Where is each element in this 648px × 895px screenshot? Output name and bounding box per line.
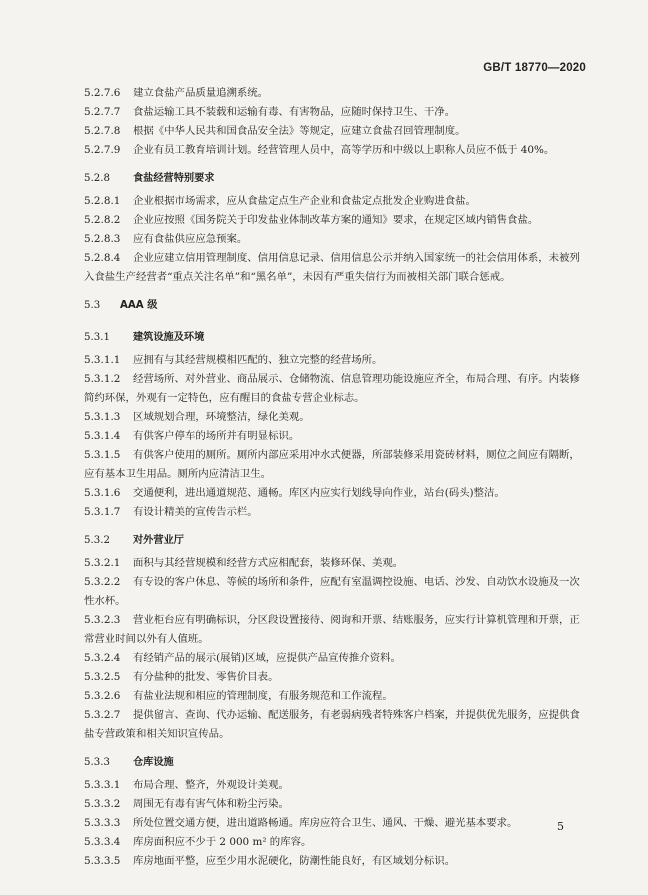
clause-5-2-8-1	[84, 192, 584, 211]
clause-text: 有供客户使用的厕所。厕所内部应采用冲水式便器，所部装修采用瓷砖材料，厕位之间应有隔断，应有基本卫生用品。厕所内应清洁卫生。	[84, 449, 580, 480]
clause-text: 食盐经营特别要求	[133, 173, 215, 184]
clause-number: 5.3.3.5	[84, 855, 121, 867]
clause-5-3-2-3	[84, 611, 584, 649]
clause-5-3-3-5	[84, 852, 584, 871]
section-heading-5-3	[84, 296, 584, 315]
document-body	[84, 84, 584, 871]
clause-5-3-2-2	[84, 573, 584, 611]
clause-text: 建筑设施及环境	[133, 332, 205, 343]
clause-text: 有供客户停车的场所并有明显标识。	[133, 430, 300, 442]
clause-number: 5.2.7.9	[84, 144, 121, 156]
clause-text: 布局合理、整齐，外观设计美观。	[133, 779, 289, 791]
standard-code: GB/T 18770—2020	[483, 62, 586, 74]
clause-5-3-1-3	[84, 408, 584, 427]
clause-number: 5.3.2.1	[84, 557, 121, 569]
clause-5-2-8-2	[84, 211, 584, 230]
clause-5-2-8-4	[84, 249, 584, 287]
clause-5-3-2-6	[84, 687, 584, 706]
clause-number: 5.3.2.7	[84, 709, 121, 721]
clause-number: 5.3.3	[84, 757, 110, 768]
clause-text: 周围无有毒有害气体和粉尘污染。	[133, 798, 289, 810]
clause-5-3-1-4	[84, 427, 584, 446]
clause-text: 企业应按照《国务院关于印发盐业体制改革方案的通知》要求，在规定区域内销售食盐。	[133, 214, 539, 226]
clause-text: 企业有员工教育培训计划。经营管理人员中，高等学历和中级以上职称人员应不低于 40%。	[133, 144, 555, 156]
clause-5-2-7-6	[84, 84, 584, 103]
clause-5-3-1-2	[84, 370, 584, 408]
clause-text: 经营场所、对外营业、商品展示、仓储物流、信息管理功能设施应齐全，布局合理、有序。内装修简约环保，外观有一定特色，应有醒目的食盐专营企业标志。	[84, 373, 580, 404]
clause-number: 5.3.3.2	[84, 798, 121, 810]
clause-number: 5.2.8.1	[84, 195, 121, 207]
clause-text: 应拥有与其经营规模相匹配的、独立完整的经营场所。	[133, 354, 383, 366]
clause-text: 企业应建立信用管理制度、信用信息记录、信用信息公示并纳入国家统一的社会信用体系，未被列入食盐生产经营者“重点关注名单”和“黑名单”，未因有严重失信行为而被相关部门联合惩戒。	[84, 252, 580, 283]
clause-5-3-1-1	[84, 351, 584, 370]
clause-number: 5.3.1.4	[84, 430, 121, 442]
clause-number: 5.2.8.2	[84, 214, 121, 226]
clause-number: 5.3.1.5	[84, 449, 121, 461]
clause-text: AAA 级	[120, 300, 158, 311]
clause-text: 有分盐种的批发、零售价目表。	[133, 671, 279, 683]
clause-5-2-7-8	[84, 122, 584, 141]
clause-number: 5.3.3.1	[84, 779, 121, 791]
clause-number: 5.2.8.4	[84, 252, 121, 264]
clause-number: 5.3.2.4	[84, 652, 121, 664]
clause-5-2-7-7	[84, 103, 584, 122]
clause-number: 5.3.2.6	[84, 690, 121, 702]
section-heading-5-3-1	[84, 328, 584, 347]
clause-5-3-2-7	[84, 706, 584, 744]
clause-5-2-8-3	[84, 230, 584, 249]
clause-number: 5.3	[84, 300, 101, 311]
clause-5-3-2-5	[84, 668, 584, 687]
clause-number: 5.2.8	[84, 173, 110, 184]
clause-number: 5.3.1.6	[84, 487, 121, 499]
clause-text: 根据《中华人民共和国食品安全法》等规定，应建立食盐召回管理制度。	[133, 125, 466, 137]
clause-text: 区域规划合理，环境整洁，绿化美观。	[133, 411, 310, 423]
clause-number: 5.3.2.5	[84, 671, 121, 683]
clause-number: 5.3.3.3	[84, 817, 121, 829]
clause-5-3-2-4	[84, 649, 584, 668]
clause-text: 营业柜台应有明确标识，分区段设置接待、阅询和开票、结账服务，应实行计算机管理和开票，正常营业时间以外有人值班。	[84, 614, 580, 645]
clause-number: 5.3.1.2	[84, 373, 121, 385]
clause-text: 交通便利，进出通道规范、通畅。库区内应实行划线导向作业，站台(码头)整洁。	[133, 487, 505, 499]
section-heading-5-3-3	[84, 753, 584, 772]
clause-5-3-3-4	[84, 833, 584, 852]
clause-number: 5.3.3.4	[84, 836, 121, 848]
clause-text: 有经销产品的展示(展销)区域，应提供产品宣传推介资料。	[133, 652, 401, 664]
clause-number: 5.3.2.3	[84, 614, 121, 626]
clause-text: 应有食盐供应应急预案。	[133, 233, 248, 245]
clause-number: 5.3.2.2	[84, 576, 121, 588]
clause-5-3-1-7	[84, 503, 584, 522]
clause-text: 提供留言、查询、代办运输、配送服务，有老弱病残者特殊客户档案，并提供优先服务，应提供食盐专营政策和相关知识宣传品。	[84, 709, 580, 740]
clause-text: 食盐运输工具不装载和运输有毒、有害物品，应随时保持卫生、干净。	[133, 106, 456, 118]
clause-text: 企业根据市场需求，应从食盐定点生产企业和食盐定点批发企业购进食盐。	[133, 195, 476, 207]
page-number: 5	[557, 820, 564, 833]
clause-5-3-3-1	[84, 776, 584, 795]
clause-text: 库房地面平整，应至少用水泥硬化，防潮性能良好，有区域划分标识。	[133, 855, 456, 867]
section-heading-5-2-8	[84, 169, 584, 188]
clause-number: 5.3.1.3	[84, 411, 121, 423]
clause-5-2-7-9	[84, 141, 584, 160]
clause-number: 5.3.1	[84, 332, 110, 343]
clause-text: 有设计精美的宣传告示栏。	[133, 506, 258, 518]
clause-text: 建立食盐产品质量追溯系统。	[133, 87, 269, 99]
clause-5-3-3-2	[84, 795, 584, 814]
clause-text: 所处位置交通方便，进出道路畅通。库房应符合卫生、通风、干燥、避光基本要求。	[133, 817, 518, 829]
clause-text: 有专设的客户休息、等候的场所和条件，应配有室温调控设施、电话、沙发、自动饮水设施及一次性水杯。	[84, 576, 580, 607]
clause-number: 5.2.7.8	[84, 125, 121, 137]
clause-5-3-2-1	[84, 554, 584, 573]
clause-text: 对外营业厅	[133, 535, 184, 546]
clause-text: 有盐业法规和相应的管理制度，有服务规范和工作流程。	[133, 690, 393, 702]
clause-number: 5.2.8.3	[84, 233, 121, 245]
clause-text: 库房面积应不少于 2 000 m² 的库容。	[133, 836, 312, 848]
clause-number: 5.3.2	[84, 535, 110, 546]
clause-text: 仓库设施	[133, 757, 174, 768]
clause-5-3-1-5	[84, 446, 584, 484]
section-heading-5-3-2	[84, 531, 584, 550]
clause-5-3-1-6	[84, 484, 584, 503]
clause-number: 5.2.7.6	[84, 87, 121, 99]
clause-5-3-3-3	[84, 814, 584, 833]
clause-text: 面积与其经营规模和经营方式应相配套，装修环保、美观。	[133, 557, 404, 569]
clause-number: 5.2.7.7	[84, 106, 121, 118]
clause-number: 5.3.1.7	[84, 506, 121, 518]
clause-number: 5.3.1.1	[84, 354, 121, 366]
